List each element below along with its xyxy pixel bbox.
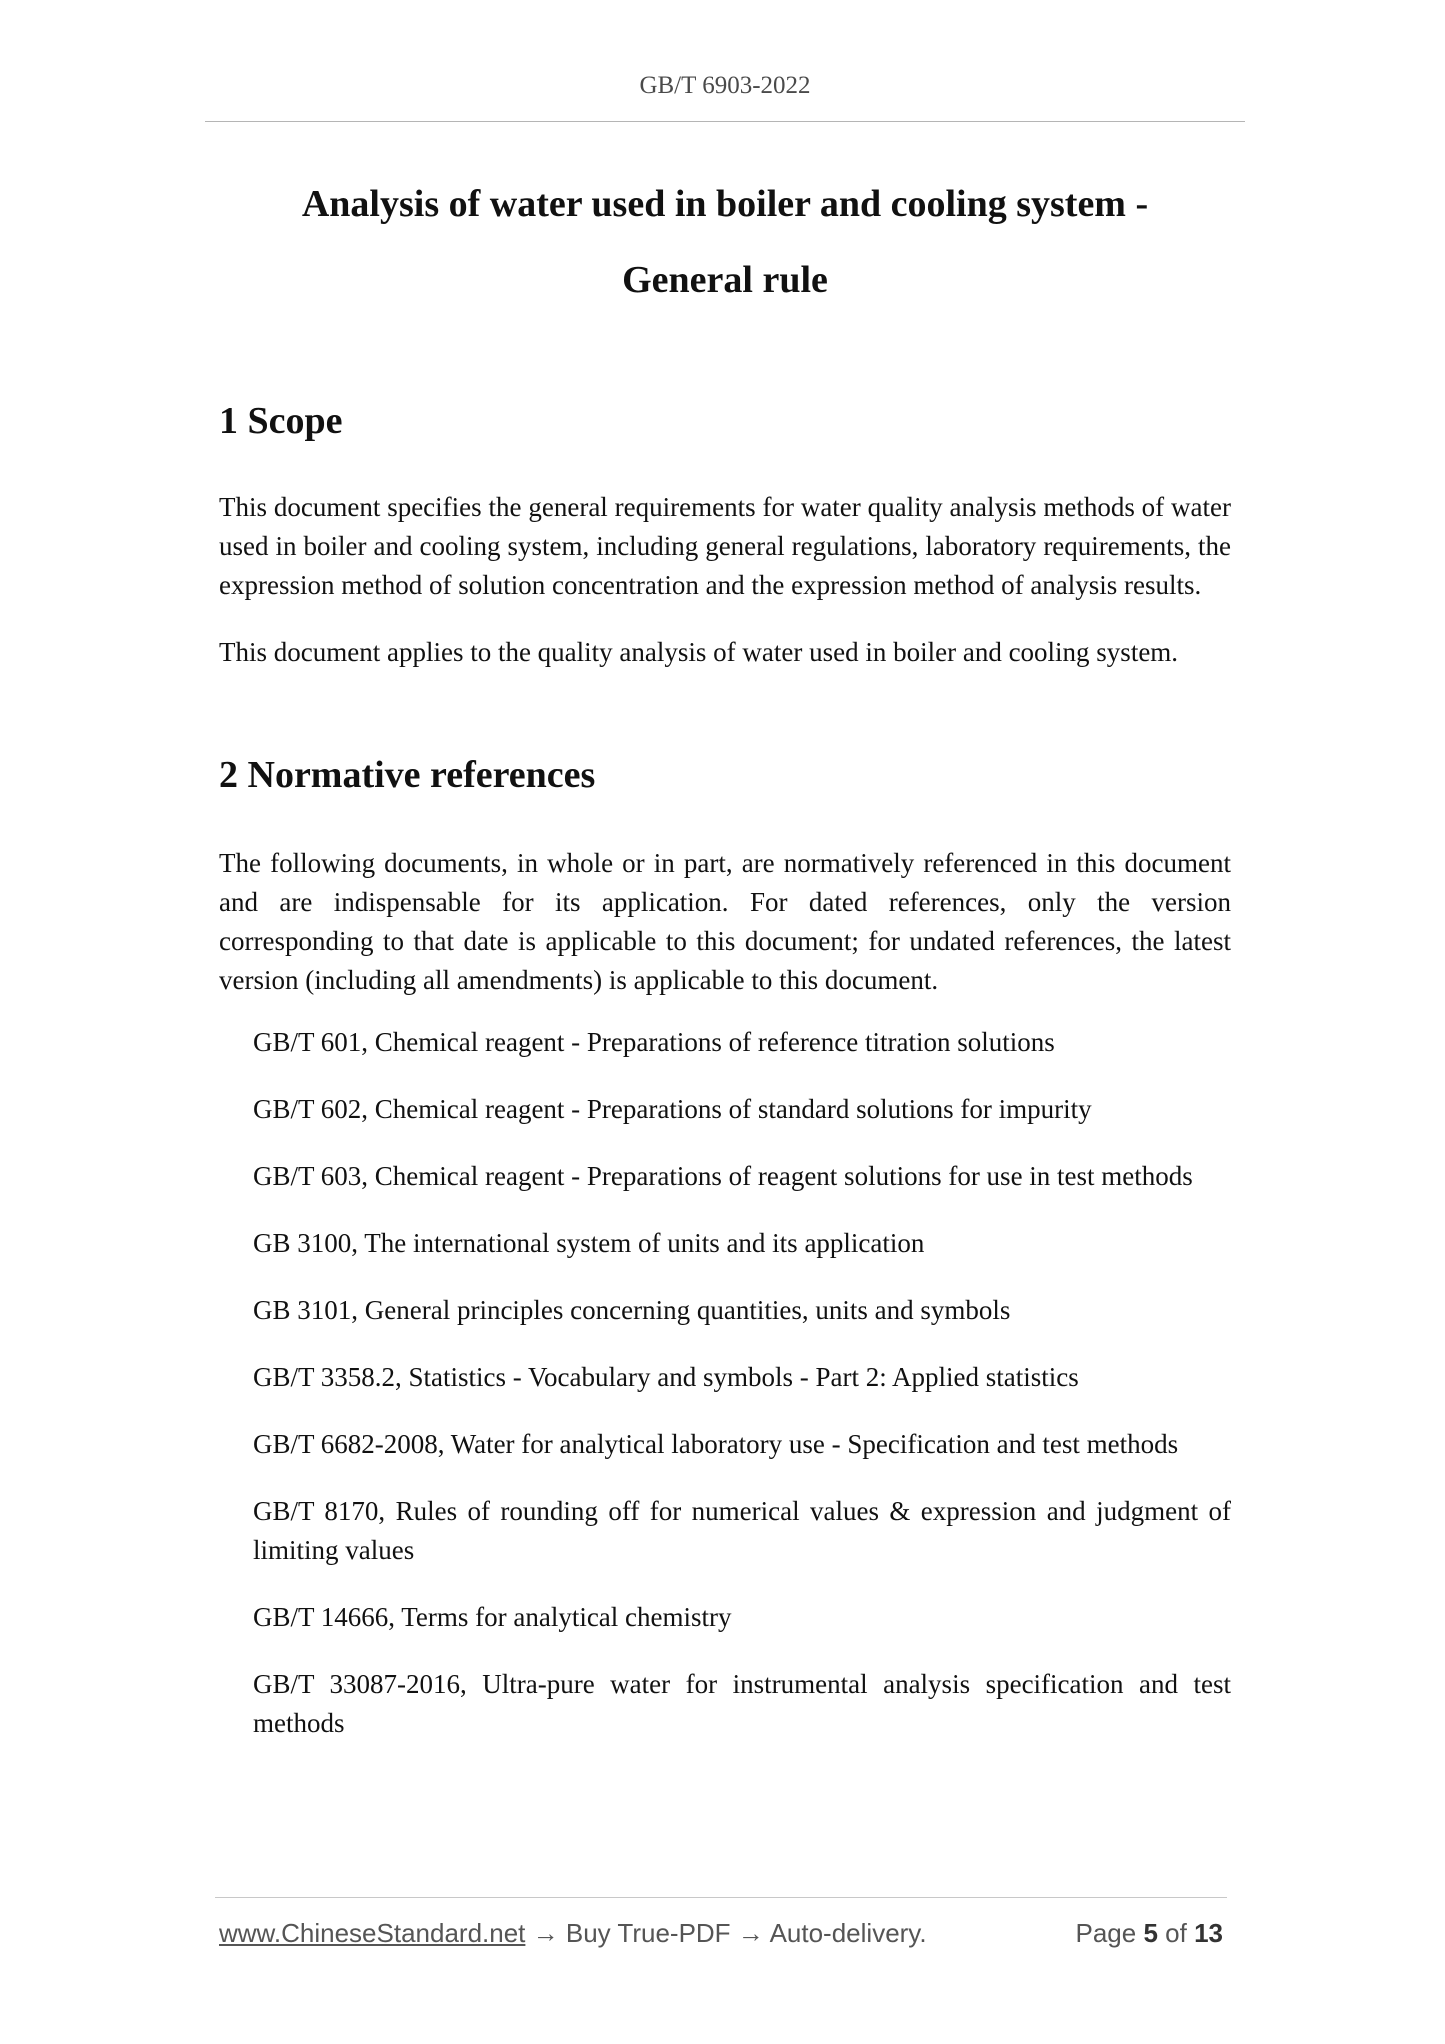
title-line-2: General rule [622, 259, 828, 301]
footer-promo-text: → Buy True-PDF → Auto-delivery. [525, 1918, 927, 1948]
page-of-label: of [1165, 1918, 1187, 1948]
reference-item: GB/T 8170, Rules of rounding off for numerical values & expression and judgment of limiting values [253, 1496, 1231, 1565]
reference-item: GB 3100, The international system of units and its application [253, 1228, 925, 1258]
section-scope [219, 398, 1231, 444]
reference-item: GB/T 603, Chemical reagent - Preparations of reagent solutions for use in test methods [253, 1161, 1193, 1191]
reference-item: GB/T 601, Chemical reagent - Preparations of reference titration solutions [253, 1027, 1055, 1057]
header-divider [205, 121, 1245, 122]
normative-references-paragraph: The following documents, in whole or in part, are normatively referenced in this document and are indispensable for its application. For dated references, only the version corresponding to that date is applicable to this document; for undated references, the latest version (including all amendments) is applicable to this document. [219, 848, 1231, 995]
reference-item: GB/T 33087-2016, Ultra-pure water for instrumental analysis specification and test methods [253, 1669, 1231, 1738]
scope-paragraph-2: This document applies to the quality analysis of water used in boiler and cooling system. [219, 637, 1179, 667]
title-line-1: Analysis of water used in boiler and cooling system - [301, 183, 1149, 225]
document-title [205, 166, 1245, 318]
section-normative-references [219, 752, 1231, 798]
total-pages-number: 13 [1194, 1918, 1223, 1948]
section-heading-normative-references: 2 Normative references [219, 754, 596, 796]
normative-references-body [219, 844, 1231, 1000]
page-indicator [1075, 1918, 1223, 1949]
reference-item: GB/T 602, Chemical reagent - Preparations of standard solutions for impurity [253, 1094, 1092, 1124]
current-page-number: 5 [1143, 1918, 1158, 1948]
footer-promo [219, 1918, 927, 1949]
scope-body [219, 488, 1231, 672]
reference-item: GB/T 14666, Terms for analytical chemistry [253, 1602, 732, 1632]
reference-item: GB/T 3358.2, Statistics - Vocabulary and symbols - Part 2: Applied statistics [253, 1362, 1079, 1392]
reference-item: GB 3101, General principles concerning quantities, units and symbols [253, 1295, 1011, 1325]
page-label: Page [1075, 1918, 1137, 1948]
footer-divider [215, 1897, 1227, 1898]
reference-item: GB/T 6682-2008, Water for analytical laboratory use - Specification and test methods [253, 1429, 1179, 1459]
reference-list [253, 1023, 1231, 1771]
scope-paragraph-1: This document specifies the general requirements for water quality analysis methods of water used in boiler and cooling system, including general regulations, laboratory requirements, the expression method of solution concentration and the expression method of analysis results. [219, 492, 1231, 600]
website-link[interactable]: www.ChineseStandard.net [219, 1918, 526, 1948]
page-header: GB/T 6903-2022 [639, 72, 811, 99]
section-heading-scope: 1 Scope [219, 400, 343, 442]
